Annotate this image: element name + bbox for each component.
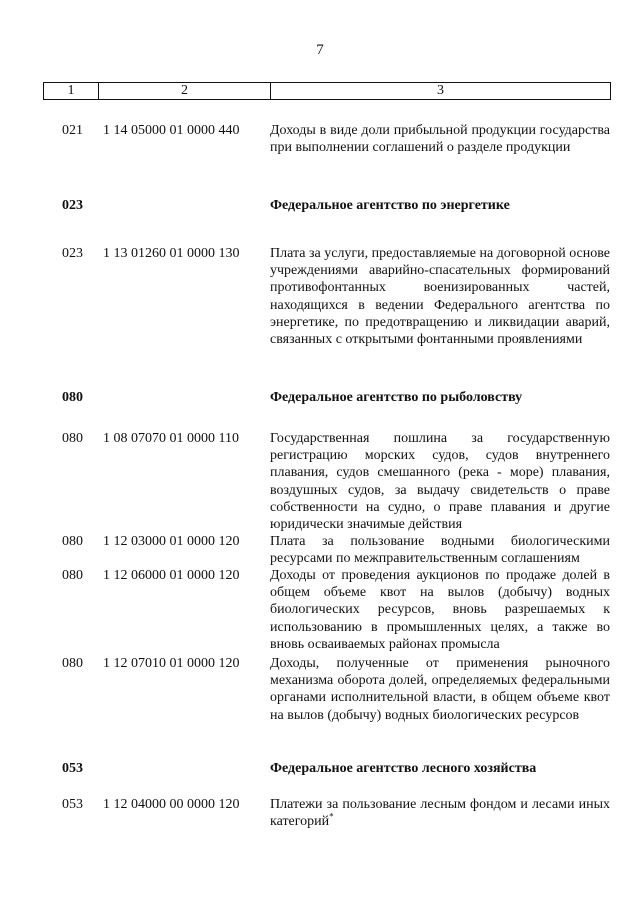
budget-code: 1 12 04000 00 0000 120: [103, 797, 240, 812]
admin-code: 053: [62, 761, 83, 776]
page-number: 7: [316, 42, 324, 58]
income-description: Государственная пошлина за государственную регистрацию морских судов, судов внутреннего плавания, судов смешанного (река - море) плавания, воздушных судов, за выдачу свидетельств о праве собственности на судно, о праве плавания и другие юридически значимые действия: [270, 431, 610, 533]
budget-code: 1 12 07010 01 0000 120: [103, 656, 240, 671]
admin-code: 023: [62, 198, 83, 213]
table-header: [43, 82, 611, 100]
agency-title: Федеральное агентство по рыболовству: [270, 390, 523, 405]
income-description: Доходы от проведения аукционов по продаже долей в общем объеме квот на вылов (добычу) водных биологических ресурсов, вновь разрешаемых к использованию в промышленных целях, а также во вновь осваиваемых районах промысла: [270, 568, 610, 652]
budget-code: 1 13 01260 01 0000 130: [103, 246, 240, 261]
admin-code: 021: [62, 123, 83, 138]
agency-title: Федеральное агентство по энергетике: [270, 198, 510, 213]
header-col-3: 3: [437, 83, 444, 98]
agency-title: Федеральное агентство лесного хозяйства: [270, 761, 537, 776]
income-description-text: Платежи за пользование лесным фондом и лесами иных категорий: [270, 797, 610, 830]
income-description: Доходы, полученные от применения рыночного механизма оборота долей, определяемых федеральными органами исполнительной власти, в общем объеме квот на вылов (добычу) водных биологических ресурсов: [270, 656, 610, 723]
budget-code: 1 12 06000 01 0000 120: [103, 568, 240, 583]
admin-code: 080: [62, 390, 83, 405]
admin-code: 080: [62, 431, 83, 446]
admin-code: 080: [62, 568, 83, 583]
footnote-mark: *: [329, 811, 334, 822]
header-col-1: 1: [44, 83, 99, 99]
income-description: Плата за услуги, предоставляемые на договорной основе учреждениями аварийно-спасательных формирований противофонтанных военизированных частей, находящихся в ведении Федерального агентства по энергетике, по предотвращению и ликвидации аварий, связанных с открытыми фонтанными проявлениями: [270, 246, 610, 348]
budget-code: 1 12 03000 01 0000 120: [103, 534, 240, 549]
admin-code: 053: [62, 797, 83, 812]
admin-code: 080: [62, 534, 83, 549]
admin-code: 080: [62, 656, 83, 671]
income-description: [270, 796, 610, 830]
budget-code: 1 14 05000 01 0000 440: [103, 123, 240, 138]
income-description: Доходы в виде доли прибыльной продукции государства при выполнении соглашений о разделе продукции: [270, 123, 610, 156]
admin-code: 023: [62, 246, 83, 261]
budget-code: 1 08 07070 01 0000 110: [103, 431, 239, 446]
income-description: Плата за пользование водными биологическими ресурсами по межправительственным соглашениям: [270, 534, 610, 567]
header-col-2: 2: [99, 83, 271, 99]
